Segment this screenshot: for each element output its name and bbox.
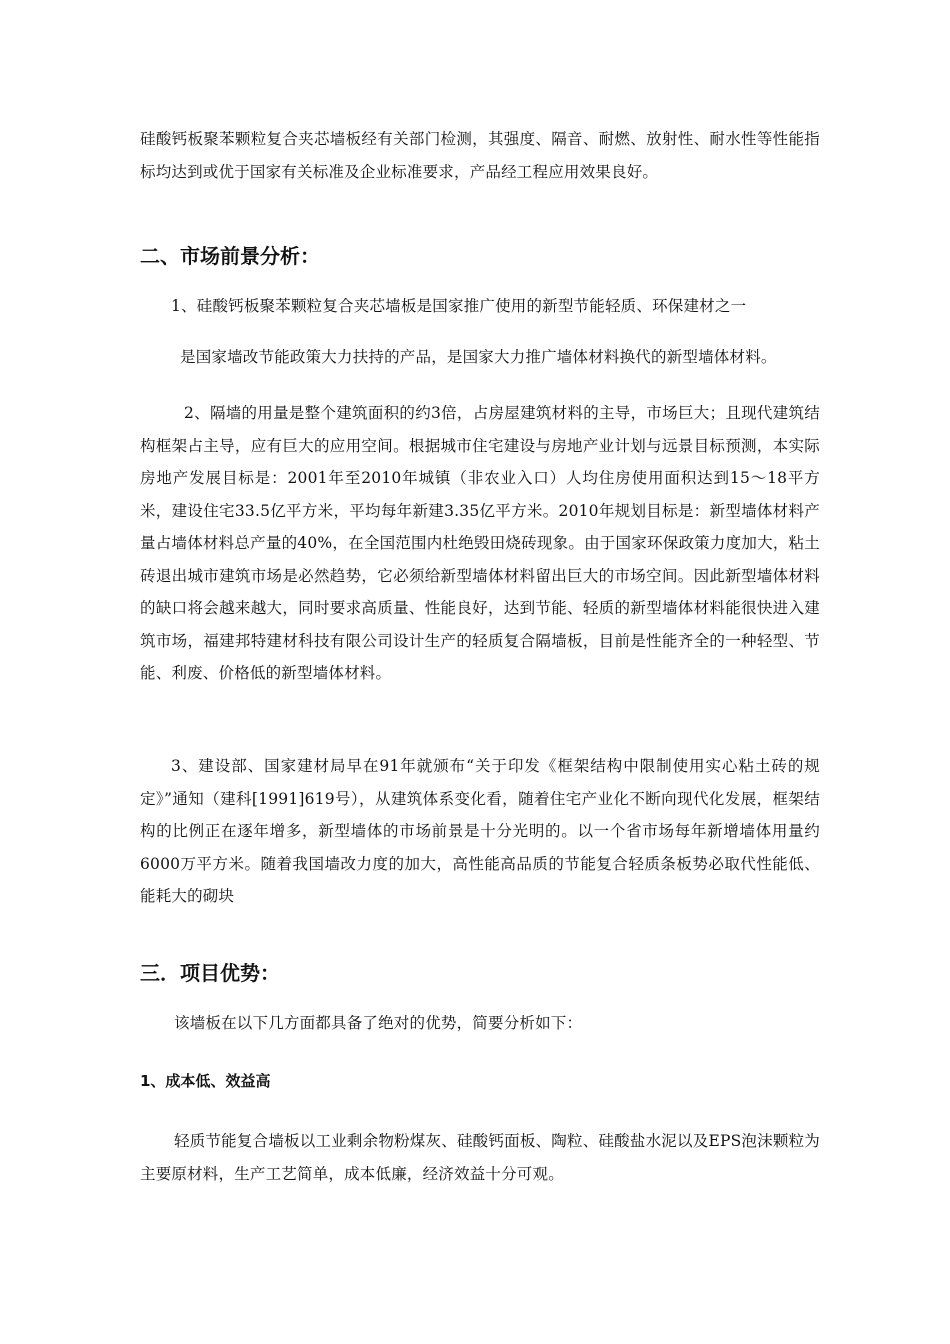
section-heading-advantages: 三．项目优势： xyxy=(140,961,280,985)
market-point-3-paragraph: 3、建设部、国家建材局早在91年就颁布“关于印发《框架结构中限制使用实心粘土砖的规定》”通知（建科[1991]619号），从建筑体系变化看，随着住宅产业化不断向现代化发展，框架结构的比例正在逐年增多，新型墙体的市场前景是十分光明的。以一个省市场每年新增墙体用量约6000万平方米。随着我国墙改力度的加大，高性能高品质的节能复合轻质条板势必取代性能低、能耗大的砌块 xyxy=(140,757,820,905)
section-heading-market: 二、市场前景分析： xyxy=(140,244,320,268)
advantage-1-paragraph: 轻质节能复合墙板以工业剩余物粉煤灰、硅酸钙面板、陶粒、硅酸盐水泥以及EPS泡沫颗粒为主要原材料，生产工艺简单，成本低廉，经济效益十分可观。 xyxy=(140,1132,820,1183)
advantages-intro: 该墙板在以下几方面都具备了绝对的优势，简要分析如下： xyxy=(174,1014,583,1032)
market-point-1-line-2: 是国家墙改节能政策大力扶持的产品，是国家大力推广墙体材料换代的新型墙体材料。 xyxy=(180,348,777,366)
advantage-1-heading: 1、成本低、效益高 xyxy=(140,1072,271,1090)
market-point-1-line-1: 1、硅酸钙板聚苯颗粒复合夹芯墙板是国家推广使用的新型节能轻质、环保建材之一 xyxy=(171,297,747,315)
market-point-2-paragraph: 2、隔墙的用量是整个建筑面积的约3倍，占房屋建筑材料的主导，市场巨大；且现代建筑结构框架占主导，应有巨大的应用空间。根据城市住宅建设与房地产业计划与远景目标预测，本实际房地产发展目标是：2001年至2010年城镇（非农业入口）人均住房使用面积达到15～18平方米，建设住宅33.5亿平方米，平均每年新建3.35亿平方米。2010年规划目标是：新型墙体材料产量占墙体材料总产量的40%，在全国范围内杜绝毁田烧砖现象。由于国家环保政策力度加大，粘土砖退出城市建筑市场是必然趋势，它必须给新型墙体材料留出巨大的市场空间。因此新型墙体材料的缺口将会越来越大，同时要求高质量、性能良好，达到节能、轻质的新型墙体材料能很快进入建筑市场，福建邦特建材科技有限公司设计生产的轻质复合隔墙板，目前是性能齐全的一种轻型、节能、利废、价格低的新型墙体材料。 xyxy=(140,404,820,682)
intro-paragraph: 硅酸钙板聚苯颗粒复合夹芯墙板经有关部门检测，其强度、隔音、耐燃、放射性、耐水性等性能指标均达到或优于国家有关标准及企业标准要求，产品经工程应用效果良好。 xyxy=(140,130,820,181)
